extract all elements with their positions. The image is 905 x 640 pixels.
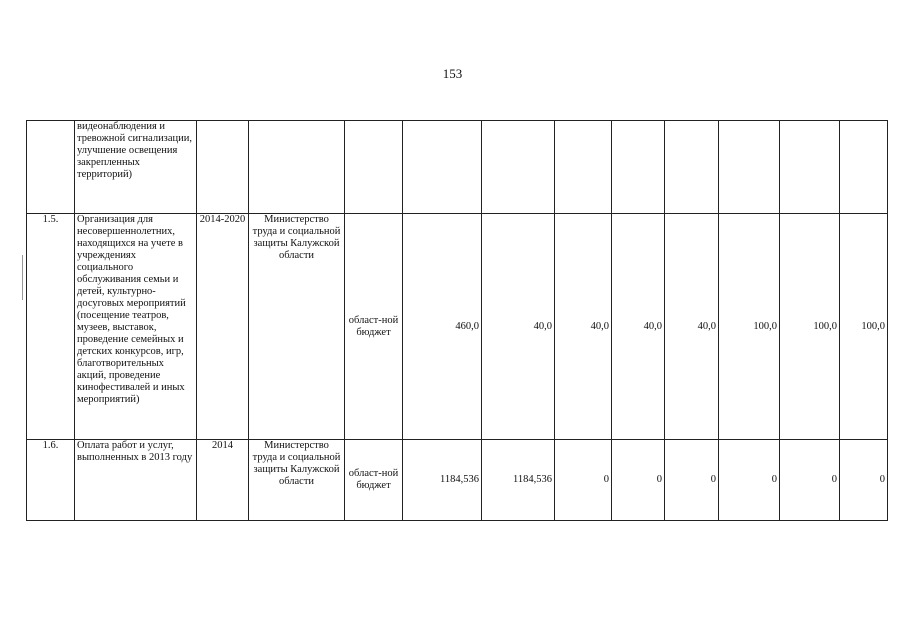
row-value-2016: 40,0 [612, 214, 665, 440]
table-row [27, 121, 888, 214]
row-executor: Министерство труда и социальной защиты Калужской области [249, 214, 345, 440]
row-value-2015 [555, 121, 612, 214]
table-row [27, 214, 888, 440]
row-value-2016: 0 [612, 440, 665, 521]
row-period: 2014 [197, 440, 249, 521]
row-name: Организация для несовершеннолетних, находящихся на учете в учреждениях социального обслуживания семьи и детей, культурно-досуговых мероприятий (посещение театров, музеев, выставок, проведение семейных и детских конкурсов, игр, благотворительных акций, проведение кинофестивалей и иных мероприятий) [75, 214, 197, 440]
row-value-2014: 40,0 [482, 214, 555, 440]
row-number [27, 121, 75, 214]
row-value-2014 [482, 121, 555, 214]
row-source [345, 121, 403, 214]
row-value-2017 [665, 121, 719, 214]
row-source: област-ной бюджет [345, 440, 403, 521]
row-value-2016 [612, 121, 665, 214]
row-value-2015: 0 [555, 440, 612, 521]
row-value-2018 [719, 121, 780, 214]
row-value-2017: 40,0 [665, 214, 719, 440]
row-value-2017: 0 [665, 440, 719, 521]
program-table [26, 120, 888, 521]
row-value-total: 460,0 [403, 214, 482, 440]
row-value-2018: 100,0 [719, 214, 780, 440]
row-value-2015: 40,0 [555, 214, 612, 440]
row-value-2020: 100,0 [840, 214, 888, 440]
row-period: 2014-2020 [197, 214, 249, 440]
row-period [197, 121, 249, 214]
row-value-2020 [840, 121, 888, 214]
page-number: 153 [442, 66, 463, 81]
table-row [27, 440, 888, 521]
row-value-2019: 0 [780, 440, 840, 521]
row-executor: Министерство труда и социальной защиты Калужской области [249, 440, 345, 521]
row-number: 1.6. [27, 440, 75, 521]
row-executor [249, 121, 345, 214]
row-source: област-ной бюджет [345, 214, 403, 440]
row-name: Оплата работ и услуг, выполненных в 2013 году [75, 440, 197, 521]
row-value-total: 1184,536 [403, 440, 482, 521]
scan-artifact [22, 255, 23, 300]
row-value-2019 [780, 121, 840, 214]
row-value-2020: 0 [840, 440, 888, 521]
row-value-2018: 0 [719, 440, 780, 521]
row-value-2019: 100,0 [780, 214, 840, 440]
row-number: 1.5. [27, 214, 75, 440]
row-value-2014: 1184,536 [482, 440, 555, 521]
row-value-total [403, 121, 482, 214]
row-name: видеонаблюдения и тревожной сигнализации, улучшение освещения закрепленных территорий) [75, 121, 197, 214]
